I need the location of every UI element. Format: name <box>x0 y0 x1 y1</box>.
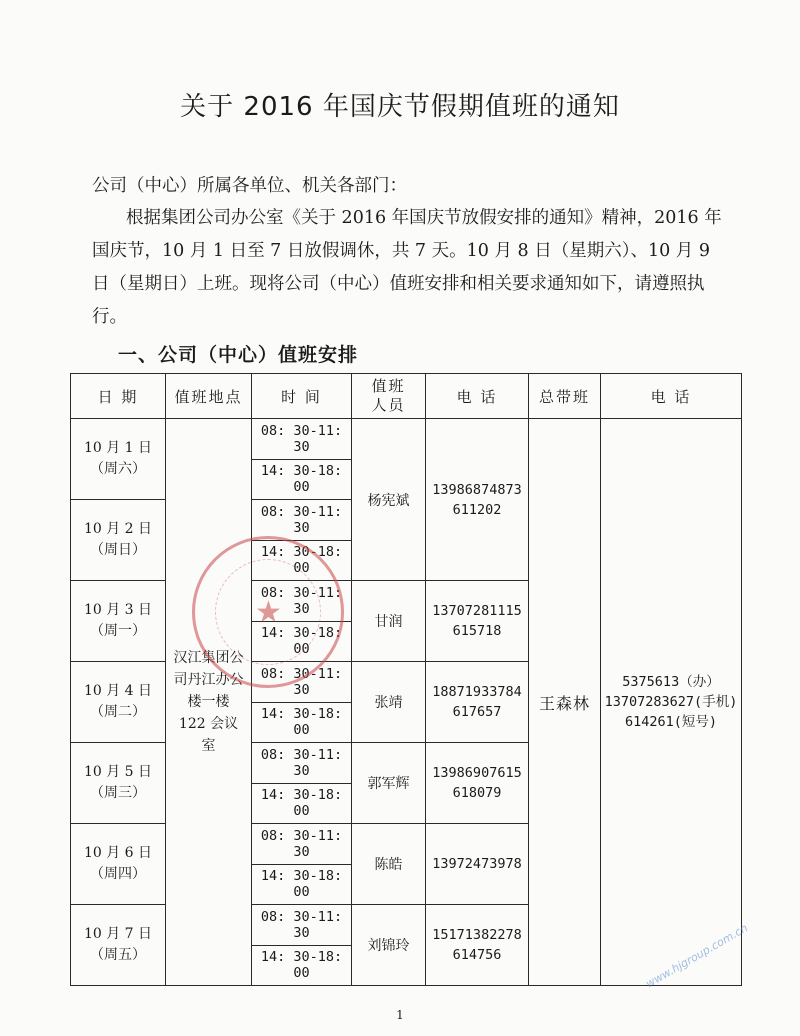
supervisor-phone-mobile: 13707283627(手机) <box>604 694 738 710</box>
date-text: 10 月 3 日 <box>83 602 153 618</box>
time-cell: 08: 30-11: 30 <box>252 500 352 541</box>
watermark-text: www.hjgroup.com.cn <box>643 921 751 991</box>
date-cell <box>71 905 166 986</box>
time-cell: 14: 30-18: 00 <box>252 621 352 662</box>
document-title: 关于 2016 年国庆节假期值班的通知 <box>180 92 620 122</box>
weekday-text: （周四） <box>90 866 146 882</box>
header-staff-line2: 人员 <box>371 396 406 414</box>
date-text: 10 月 4 日 <box>83 683 153 699</box>
table-row <box>71 419 742 460</box>
header-phone: 电 话 <box>426 374 529 419</box>
staff-phone <box>426 905 529 986</box>
header-staff-line1: 值班 <box>371 377 406 395</box>
staff-phone <box>426 662 529 743</box>
staff-name: 张靖 <box>352 662 426 743</box>
phone-mobile: 13707281115 <box>432 603 522 619</box>
time-cell: 14: 30-18: 00 <box>252 459 352 500</box>
header-time: 时 间 <box>252 374 352 419</box>
time-cell: 08: 30-11: 30 <box>252 581 352 622</box>
phone-mobile: 13986874873 <box>432 481 522 498</box>
phone-short: 615718 <box>452 623 502 639</box>
greeting-line: 公司（中心）所属各单位、机关各部门： <box>92 176 407 196</box>
staff-name: 刘锦玲 <box>352 905 426 986</box>
staff-phone <box>426 419 529 581</box>
phone-short: 618079 <box>452 785 502 801</box>
time-cell: 08: 30-11: 30 <box>252 662 352 703</box>
staff-name: 甘润 <box>352 581 426 662</box>
table-header-row <box>71 374 742 419</box>
phone-short: 617657 <box>452 704 502 720</box>
seal-star-icon: ★ <box>255 595 282 630</box>
time-cell: 14: 30-18: 00 <box>252 864 352 905</box>
time-cell: 14: 30-18: 00 <box>252 540 352 581</box>
phone-mobile: 13986907615 <box>432 765 522 781</box>
header-date: 日 期 <box>71 374 166 419</box>
page-number: 1 <box>396 1008 404 1022</box>
staff-name: 杨宪斌 <box>352 419 426 581</box>
date-text: 10 月 6 日 <box>83 845 153 861</box>
phone-mobile: 18871933784 <box>432 684 522 700</box>
time-cell: 08: 30-11: 30 <box>252 905 352 946</box>
header-staff <box>352 374 426 419</box>
phone-short: 614756 <box>452 947 502 963</box>
weekday-text: （周日） <box>90 542 146 558</box>
time-cell: 14: 30-18: 00 <box>252 783 352 824</box>
date-cell <box>71 500 166 581</box>
weekday-text: （周六） <box>90 461 146 477</box>
date-cell <box>71 743 166 824</box>
time-cell: 14: 30-18: 00 <box>252 945 352 986</box>
duty-schedule-table <box>70 373 742 986</box>
staff-name: 郭军辉 <box>352 743 426 824</box>
staff-name: 陈皓 <box>352 824 426 905</box>
date-text: 10 月 7 日 <box>83 926 153 942</box>
section-heading: 一、公司（中心）值班安排 <box>118 344 359 366</box>
staff-phone <box>426 581 529 662</box>
weekday-text: （周二） <box>90 704 146 720</box>
supervisor-phone-office: 5375613（办） <box>622 674 720 690</box>
time-cell: 08: 30-11: 30 <box>252 743 352 784</box>
weekday-text: （周三） <box>90 785 146 801</box>
location-cell: 汉江集团公司丹江办公楼一楼 122 会议室 <box>166 419 252 986</box>
header-location: 值班地点 <box>166 374 252 419</box>
time-cell: 08: 30-11: 30 <box>252 824 352 865</box>
supervisor-phone-short: 614261(短号) <box>624 714 718 730</box>
phone-mobile: 13972473978 <box>432 856 522 872</box>
date-text: 10 月 2 日 <box>83 521 153 537</box>
date-cell <box>71 419 166 500</box>
header-supervisor: 总带班 <box>529 374 601 419</box>
date-cell <box>71 581 166 662</box>
body-paragraph: 根据集团公司办公室《关于 2016 年国庆节放假安排的通知》精神，2016 年国庆节，10 月 1 日至 7 日放假调休，共 7 天。10 月 8 日（星期六）、10 月 9 日（星期日）上班。现将公司（中心）值班安排和相关要求通知如下，请遵照执行。 <box>92 208 722 327</box>
date-text: 10 月 1 日 <box>83 440 153 456</box>
supervisor-name: 王森林 <box>529 419 601 986</box>
staff-phone <box>426 824 529 905</box>
date-cell <box>71 824 166 905</box>
weekday-text: （周一） <box>90 623 146 639</box>
supervisor-phone <box>601 419 742 986</box>
weekday-text: （周五） <box>90 947 146 963</box>
phone-short: 611202 <box>452 501 502 518</box>
staff-phone <box>426 743 529 824</box>
phone-mobile: 15171382278 <box>432 927 522 943</box>
date-text: 10 月 5 日 <box>83 764 153 780</box>
date-cell <box>71 662 166 743</box>
header-phone2: 电 话 <box>601 374 742 419</box>
time-cell: 14: 30-18: 00 <box>252 702 352 743</box>
time-cell: 08: 30-11: 30 <box>252 419 352 460</box>
